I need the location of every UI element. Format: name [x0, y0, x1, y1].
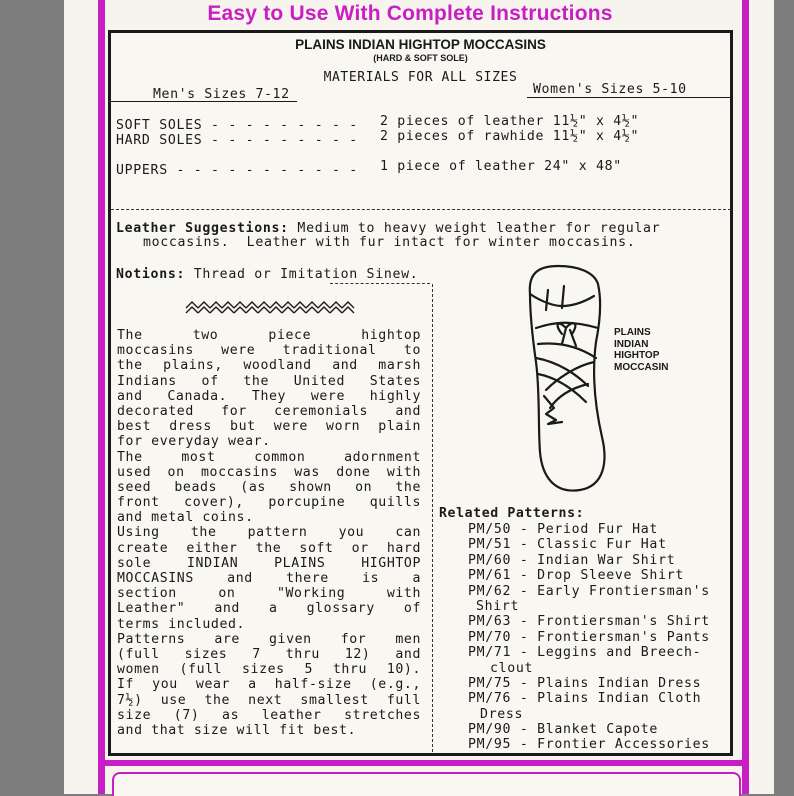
hard-soles-label: HARD SOLES - - - - - - - - -: [116, 133, 358, 148]
zigzag-mark: [270, 307, 282, 313]
description-line: The most common adornment: [117, 449, 421, 465]
description-line: Leather" and a glossary of: [117, 601, 421, 617]
related-pattern-item: PM/63 - Frontiersman's Shirt: [468, 614, 710, 630]
description-line: If you wear a half-size (e.g.,: [117, 677, 421, 693]
description-line: and Canada. They were highly: [117, 388, 421, 404]
header-rule-right: [527, 97, 730, 98]
description-line: terms included.: [117, 616, 246, 632]
column-divider: [432, 284, 433, 752]
description-line: moccasins were traditional to: [117, 343, 421, 359]
notions-label: Notions:: [116, 267, 186, 282]
uppers-label: UPPERS - - - - - - - - - - -: [116, 163, 358, 178]
next-panel-edge: [112, 772, 741, 796]
magenta-border-bottom: [98, 760, 749, 766]
description-line: best dress but were worn plain: [117, 419, 421, 435]
magenta-border-right: [742, 0, 749, 794]
magenta-border-left: [98, 0, 105, 794]
description-line: The two piece hightop: [117, 328, 421, 343]
caption-line-1: PLAINS: [614, 327, 651, 338]
caption-line-3: HIGHTOP: [614, 350, 660, 362]
description-line: and that size will fit best.: [117, 722, 357, 738]
description-line: MOCCASINS and there is a: [117, 571, 421, 586]
related-pattern-item: PM/76 - Plains Indian Cloth: [468, 691, 702, 707]
figure-caption: [614, 327, 668, 373]
related-pattern-item: PM/90 - Blanket Capote: [468, 722, 659, 738]
leather-line2: moccasins. Leather with fur intact for winter moccasins.: [143, 235, 636, 250]
zigzag-mark: [318, 307, 330, 313]
description-line: create either the soft or hard: [117, 540, 421, 556]
zigzag-mark: [234, 307, 246, 313]
uppers-value: 1 piece of leather 24" x 48": [380, 159, 622, 174]
description-line: used on moccasins was done with: [117, 464, 421, 480]
related-pattern-item: PM/71 - Leggins and Breech-: [468, 645, 702, 661]
description-line: Patterns are given for men: [117, 631, 421, 647]
description-line: sole INDIAN PLAINS HIGHTOP: [117, 555, 421, 571]
related-pattern-item: PM/62 - Early Frontiersman's: [468, 583, 710, 599]
zigzag-ornament: [184, 301, 358, 317]
womens-sizes: Women's Sizes 5-10: [533, 82, 687, 97]
related-pattern-item: PM/70 - Frontiersman's Pants: [468, 629, 710, 645]
notions-divider: [330, 283, 430, 284]
notions: [116, 267, 418, 282]
zigzag-mark: [258, 307, 270, 313]
description-line: women (full sizes 5 thru 10).: [117, 662, 421, 678]
zigzag-mark: [306, 307, 318, 313]
zigzag-mark: [222, 307, 234, 313]
zigzag-mark: [330, 307, 342, 313]
soft-soles-value: 2 pieces of leather 11½" x 4½": [380, 114, 640, 129]
soft-soles-label: SOFT SOLES - - - - - - - - -: [116, 118, 358, 133]
description-line: 7½) use the next smallest full: [117, 692, 421, 708]
banner-heading: Easy to Use With Complete Instructions: [207, 2, 613, 25]
description-line: and metal coins.: [117, 510, 254, 526]
zigzag-mark: [198, 307, 210, 313]
related-pattern-item: PM/75 - Plains Indian Dress: [468, 675, 702, 691]
description-line: for everyday wear.: [117, 434, 271, 450]
related-pattern-item: PM/51 - Classic Fur Hat: [468, 537, 667, 553]
zigzag-mark: [186, 307, 198, 313]
description-line: decorated for ceremonials and: [117, 403, 421, 419]
header-rule-left: [111, 101, 297, 102]
related-pattern-item: Shirt: [476, 598, 520, 614]
mens-sizes: Men's Sizes 7-12: [153, 87, 290, 102]
leather-label: Leather Suggestions:: [116, 221, 289, 236]
caption-line-4: MOCCASIN: [614, 361, 669, 373]
description-line: front cover), porcupine quills: [117, 495, 421, 511]
related-pattern-item: clout: [490, 660, 534, 676]
description-line: (full sizes 7 thru 12) and: [117, 646, 421, 662]
hard-soles-value: 2 pieces of rawhide 11½" x 4½": [380, 129, 640, 144]
leather-suggestions: [116, 221, 660, 236]
related-patterns-list: [468, 522, 710, 753]
zigzag-mark: [210, 307, 222, 313]
description-line: size (7) as leather stretches: [117, 707, 421, 723]
materials-heading: MATERIALS FOR ALL SIZES: [323, 70, 518, 85]
materials-divider: [111, 209, 731, 210]
related-pattern-item: PM/50 - Period Fur Hat: [468, 522, 659, 537]
description-line: Using the pattern you can: [117, 525, 421, 541]
related-heading: Related Patterns:: [439, 506, 585, 521]
pattern-title: PLAINS INDIAN HIGHTOP MOCCASINS: [295, 37, 546, 52]
related-pattern-item: PM/95 - Frontier Accessories: [468, 737, 710, 753]
leather-line1: Medium to heavy weight leather for regular: [288, 221, 661, 236]
pattern-subtitle: (HARD & SOFT SOLE): [373, 53, 468, 63]
description-text: [117, 328, 421, 738]
related-pattern-item: PM/60 - Indian War Shirt: [468, 552, 676, 568]
description-line: Indians of the United States: [117, 373, 421, 389]
moccasin-illustration: [518, 262, 618, 494]
related-pattern-item: Dress: [480, 706, 524, 722]
zigzag-mark: [342, 307, 354, 313]
related-pattern-item: PM/61 - Drop Sleeve Shirt: [468, 568, 684, 584]
zigzag-mark: [282, 307, 294, 313]
description-line: the plains, woodland and marsh: [117, 358, 421, 374]
notions-text: Thread or Imitation Sinew.: [185, 267, 419, 282]
zigzag-mark: [294, 307, 306, 313]
description-line: section on "Working with: [117, 586, 421, 602]
description-line: seed beads (as shown on the: [117, 479, 421, 495]
caption-line-2: INDIAN: [614, 338, 649, 350]
zigzag-mark: [246, 307, 258, 313]
